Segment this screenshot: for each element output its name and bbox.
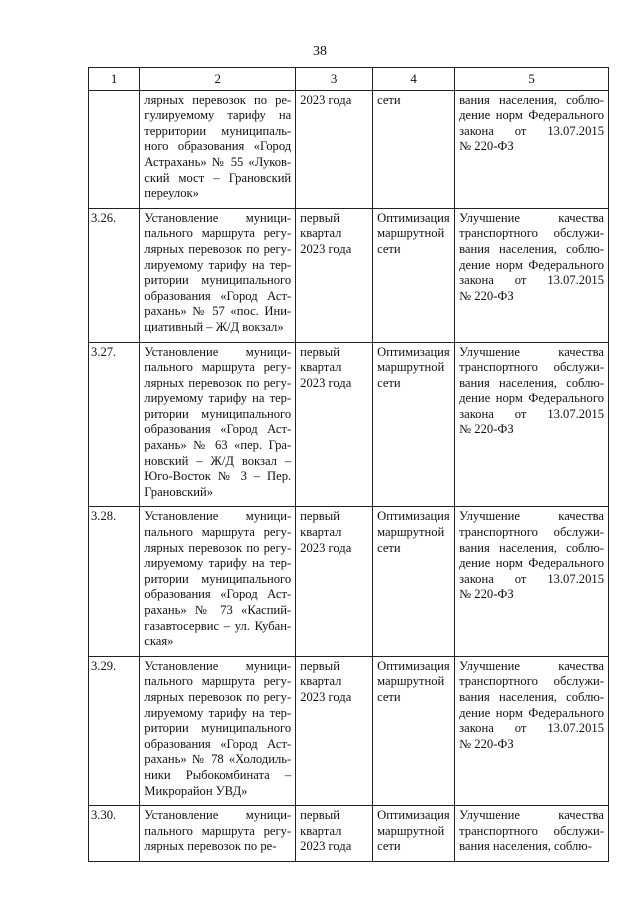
description-line: рахань» № 63 «пер. Гра- bbox=[144, 438, 292, 453]
description-line: ники Рыбокомбината – bbox=[144, 767, 292, 782]
table-row bbox=[89, 208, 609, 342]
goal-line: сети bbox=[377, 540, 401, 555]
description-line: Установление муници- bbox=[144, 210, 292, 225]
item-number-cell: 3.26. bbox=[89, 208, 140, 342]
description-line: лируемому тарифу на тер- bbox=[144, 257, 292, 272]
term-line: квартал bbox=[300, 823, 342, 838]
result-line: вания населения, соблю- bbox=[459, 241, 604, 256]
description-line: лярных перевозок по ре- bbox=[144, 839, 277, 854]
description-line: лярных перевозок по ре- bbox=[144, 92, 292, 107]
goal-line: маршрутной bbox=[377, 525, 445, 540]
term-line: 2023 года bbox=[300, 689, 352, 704]
result-line: вания населения, соблю- bbox=[459, 375, 604, 390]
result-cell bbox=[455, 806, 609, 862]
goal-line: сети bbox=[377, 92, 401, 107]
description-line: Установление муници- bbox=[144, 808, 292, 823]
description-cell bbox=[140, 342, 296, 507]
description-line: ритории муниципального bbox=[144, 406, 292, 421]
description-line: Юго-Восток № 3 – Пер. bbox=[144, 469, 292, 484]
result-line: № 220-ФЗ bbox=[459, 422, 514, 437]
description-line: пального маршрута регу- bbox=[144, 525, 292, 540]
result-cell bbox=[455, 507, 609, 656]
description-line: лируемому тарифу на тер- bbox=[144, 391, 292, 406]
goal-line: сети bbox=[377, 839, 401, 854]
result-line: № 220-ФЗ bbox=[459, 139, 514, 154]
result-line: дение норм Федерального bbox=[459, 108, 604, 123]
description-line: Установление муници- bbox=[144, 509, 292, 524]
description-line: переулок» bbox=[144, 186, 199, 201]
goal-cell bbox=[373, 806, 455, 862]
description-line: лярных перевозок по регу- bbox=[144, 375, 292, 390]
goal-line: маршрутной bbox=[377, 823, 445, 838]
goal-line: маршрутной bbox=[377, 226, 445, 241]
term-cell bbox=[296, 342, 373, 507]
plan-table bbox=[88, 67, 609, 862]
column-header: 4 bbox=[373, 68, 455, 91]
term-line: 2023 года bbox=[300, 241, 352, 256]
term-line: квартал bbox=[300, 360, 342, 375]
description-line: образования «Город Аст- bbox=[144, 422, 292, 437]
description-line: пального маршрута регу- bbox=[144, 674, 292, 689]
description-line: ская» bbox=[144, 634, 174, 649]
result-line: № 220-ФЗ bbox=[459, 288, 514, 303]
description-line: Установление муници- bbox=[144, 344, 292, 359]
description-line: территории муниципаль- bbox=[144, 123, 292, 138]
description-line: образования «Город Аст- bbox=[144, 587, 292, 602]
result-line: Улучшение качества bbox=[459, 658, 604, 673]
term-line: первый bbox=[300, 210, 340, 225]
description-line: пального маршрута регу- bbox=[144, 360, 292, 375]
result-line: закона от 13.07.2015 bbox=[459, 273, 604, 288]
goal-line: Оптимизация bbox=[377, 509, 450, 524]
description-line: образования «Город Аст- bbox=[144, 288, 292, 303]
term-cell bbox=[296, 90, 373, 208]
description-line: образования «Город Аст- bbox=[144, 736, 292, 751]
description-line: лярных перевозок по регу- bbox=[144, 540, 292, 555]
goal-line: Оптимизация bbox=[377, 658, 450, 673]
result-cell bbox=[455, 208, 609, 342]
item-number-cell: 3.29. bbox=[89, 656, 140, 805]
description-line: лярных перевозок по регу- bbox=[144, 241, 292, 256]
result-line: транспортного обслужи- bbox=[459, 226, 604, 241]
goal-line: Оптимизация bbox=[377, 210, 450, 225]
goal-cell bbox=[373, 208, 455, 342]
description-line: пального маршрута регу- bbox=[144, 823, 292, 838]
description-line: пального маршрута регу- bbox=[144, 226, 292, 241]
goal-cell bbox=[373, 342, 455, 507]
result-line: Улучшение качества bbox=[459, 210, 604, 225]
column-header: 2 bbox=[140, 68, 296, 91]
goal-cell bbox=[373, 507, 455, 656]
result-line: № 220-ФЗ bbox=[459, 736, 514, 751]
description-line: ритории муниципального bbox=[144, 721, 292, 736]
goal-cell bbox=[373, 90, 455, 208]
result-line: закона от 13.07.2015 bbox=[459, 721, 604, 736]
result-cell bbox=[455, 656, 609, 805]
item-number-cell: 3.27. bbox=[89, 342, 140, 507]
result-line: Улучшение качества bbox=[459, 808, 604, 823]
result-line: закона от 13.07.2015 bbox=[459, 406, 604, 421]
description-line: Астрахань» № 55 «Луков- bbox=[144, 154, 292, 169]
result-line: Улучшение качества bbox=[459, 344, 604, 359]
description-line: Микрорайон УВД» bbox=[144, 783, 248, 798]
term-line: первый bbox=[300, 658, 340, 673]
result-line: транспортного обслужи- bbox=[459, 823, 604, 838]
result-line: Улучшение качества bbox=[459, 509, 604, 524]
table-row bbox=[89, 656, 609, 805]
description-line: газавтосервис – ул. Кубан- bbox=[144, 618, 292, 633]
table-row bbox=[89, 507, 609, 656]
result-line: дение норм Федерального bbox=[459, 556, 604, 571]
result-line: закона от 13.07.2015 bbox=[459, 571, 604, 586]
result-line: дение норм Федерального bbox=[459, 391, 604, 406]
result-line: вания населения, соблю- bbox=[459, 839, 592, 854]
description-cell bbox=[140, 90, 296, 208]
column-header: 1 bbox=[89, 68, 140, 91]
term-line: первый bbox=[300, 509, 340, 524]
result-line: транспортного обслужи- bbox=[459, 674, 604, 689]
description-line: ного образования «Город bbox=[144, 139, 292, 154]
term-line: квартал bbox=[300, 525, 342, 540]
term-line: квартал bbox=[300, 226, 342, 241]
term-line: 2023 года bbox=[300, 540, 352, 555]
description-cell bbox=[140, 806, 296, 862]
description-cell bbox=[140, 208, 296, 342]
description-line: рахань» № 78 «Холодиль- bbox=[144, 752, 292, 767]
result-line: вания населения, соблю- bbox=[459, 540, 604, 555]
result-line: вания населения, соблю- bbox=[459, 689, 604, 704]
goal-line: маршрутной bbox=[377, 360, 445, 375]
term-line: 2023 года bbox=[300, 92, 352, 107]
term-cell bbox=[296, 806, 373, 862]
goal-line: сети bbox=[377, 689, 401, 704]
result-line: дение норм Федерального bbox=[459, 257, 604, 272]
description-line: лируемому тарифу на тер- bbox=[144, 705, 292, 720]
result-cell bbox=[455, 342, 609, 507]
goal-line: сети bbox=[377, 375, 401, 390]
goal-line: Оптимизация bbox=[377, 344, 450, 359]
term-line: квартал bbox=[300, 674, 342, 689]
result-cell bbox=[455, 90, 609, 208]
description-line: лярных перевозок по регу- bbox=[144, 689, 292, 704]
result-line: № 220-ФЗ bbox=[459, 587, 514, 602]
goal-line: Оптимизация bbox=[377, 808, 450, 823]
description-line: новский – Ж/Д вокзал – bbox=[144, 453, 292, 468]
term-cell bbox=[296, 656, 373, 805]
description-line: ритории муниципального bbox=[144, 273, 292, 288]
result-line: транспортного обслужи- bbox=[459, 360, 604, 375]
description-line: рахань» № 73 «Каспий- bbox=[144, 603, 292, 617]
description-cell bbox=[140, 507, 296, 656]
term-line: 2023 года bbox=[300, 839, 352, 854]
table-row bbox=[89, 342, 609, 507]
goal-line: сети bbox=[377, 241, 401, 256]
goal-cell bbox=[373, 656, 455, 805]
description-line: Грановский» bbox=[144, 484, 214, 499]
term-line: 2023 года bbox=[300, 375, 352, 390]
result-line: закона от 13.07.2015 bbox=[459, 123, 604, 138]
description-line: Установление муници- bbox=[144, 658, 292, 673]
result-line: транспортного обслужи- bbox=[459, 525, 604, 540]
goal-line: маршрутной bbox=[377, 674, 445, 689]
table-row bbox=[89, 806, 609, 862]
term-cell bbox=[296, 507, 373, 656]
description-line: ритории муниципального bbox=[144, 571, 292, 586]
term-cell bbox=[296, 208, 373, 342]
table-header-row bbox=[89, 68, 609, 91]
description-line: гулируемому тарифу на bbox=[144, 108, 292, 123]
item-number-cell bbox=[89, 90, 140, 208]
page-number: 38 bbox=[313, 44, 327, 59]
description-line: циативный – Ж/Д вокзал» bbox=[144, 319, 284, 334]
description-line: ский мост – Грановский bbox=[144, 170, 292, 185]
description-line: рахань» № 57 «пос. Ини- bbox=[144, 304, 292, 319]
table-row bbox=[89, 90, 609, 208]
item-number-cell: 3.30. bbox=[89, 806, 140, 862]
description-line: лируемому тарифу на тер- bbox=[144, 556, 292, 571]
column-header: 3 bbox=[296, 68, 373, 91]
result-line: вания населения, соблю- bbox=[459, 92, 604, 107]
column-header: 5 bbox=[455, 68, 609, 91]
result-line: дение норм Федерального bbox=[459, 705, 604, 720]
term-line: первый bbox=[300, 808, 340, 823]
description-cell bbox=[140, 656, 296, 805]
term-line: первый bbox=[300, 344, 340, 359]
item-number-cell: 3.28. bbox=[89, 507, 140, 656]
